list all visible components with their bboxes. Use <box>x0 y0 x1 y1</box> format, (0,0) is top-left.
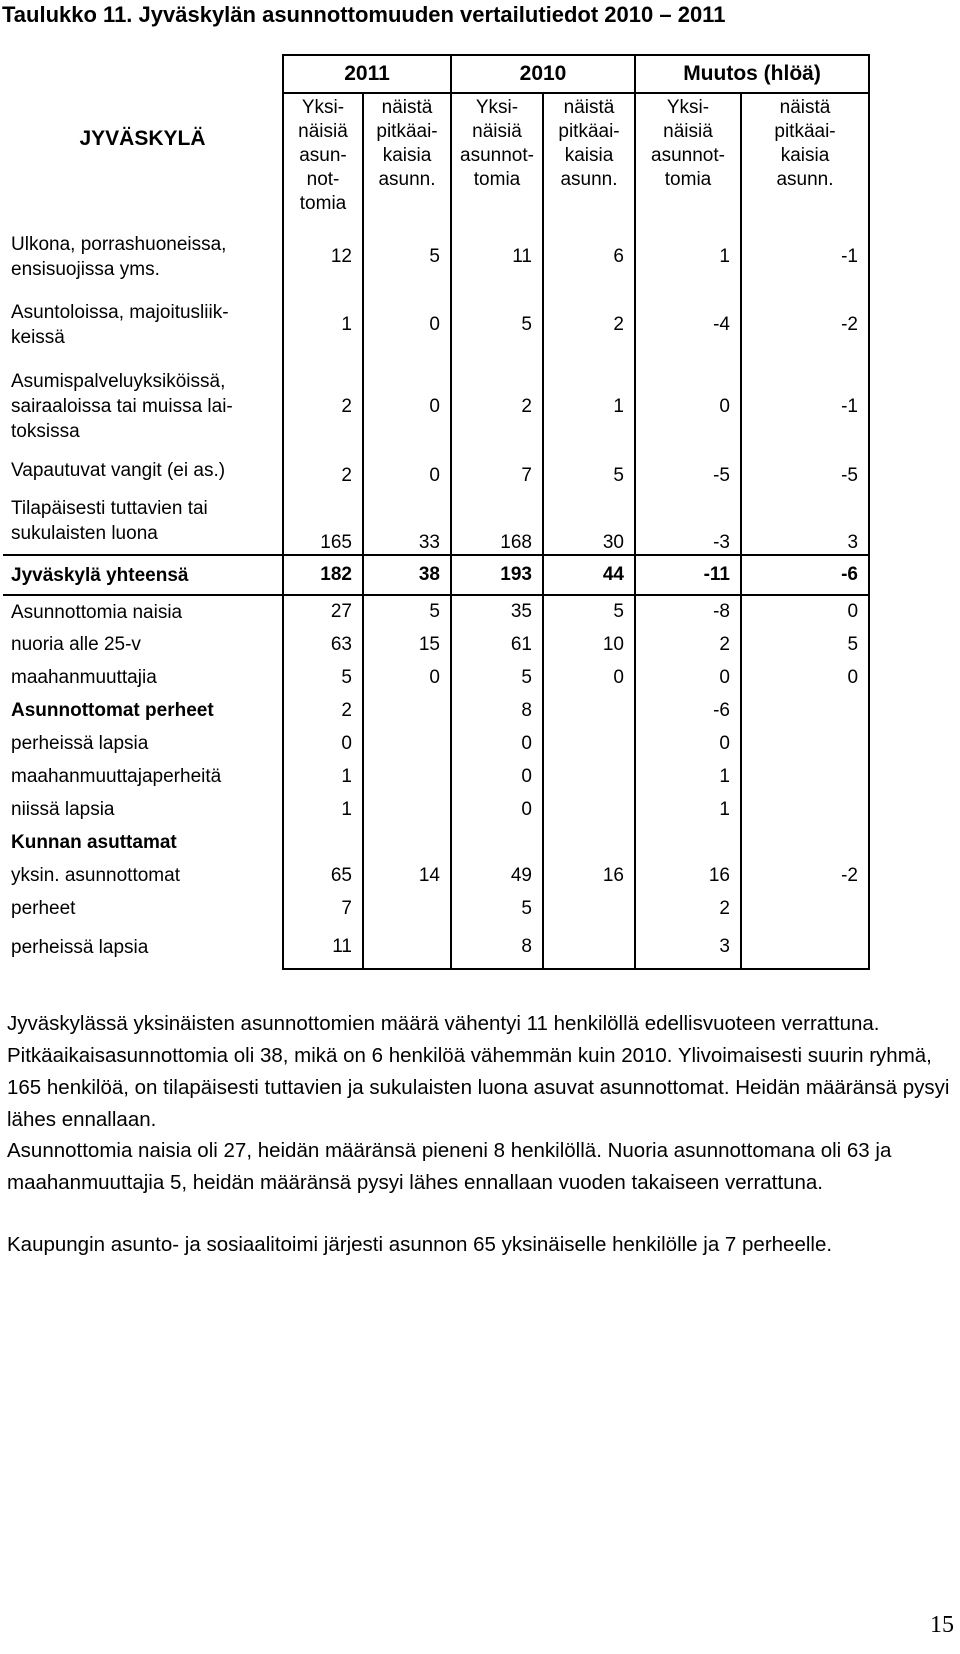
table-cell: 3 <box>635 925 741 969</box>
table-cell: 7 <box>451 454 543 487</box>
table-cell: 16 <box>543 859 635 892</box>
table-cell: 0 <box>283 727 363 760</box>
table-cell <box>363 892 451 925</box>
comparison-table <box>3 54 870 970</box>
table-row <box>3 454 869 487</box>
subheader-2011-longterm: näistä pitkäai- kaisia asunn. <box>363 93 451 223</box>
row-label: niissä lapsia <box>11 799 115 820</box>
table-cell <box>543 694 635 727</box>
table-cell <box>363 694 451 727</box>
table-cell <box>543 793 635 826</box>
paragraph-2: Asunnottomia naisia oli 27, heidän määränsä pieneni 8 henkilöllä. Nuoria asunnottomana oli 63 ja maahanmuuttajia 5, heidän määränsä pysyi lähes ennallaan vuoden takaiseen verrattuna. <box>7 1139 892 1194</box>
row-label: maahanmuuttajia <box>11 667 157 688</box>
table-cell: 5 <box>283 661 363 694</box>
table-cell <box>741 727 869 760</box>
table-cell <box>543 760 635 793</box>
table-cell: 5 <box>543 454 635 487</box>
table-cell <box>543 892 635 925</box>
table-cell <box>741 793 869 826</box>
table-cell: 0 <box>635 661 741 694</box>
table-row <box>3 487 869 555</box>
table-cell <box>283 826 363 859</box>
group-header-2010: 2010 <box>451 55 635 93</box>
row-label: Tilapäisesti tuttavien tai sukulaisten luona <box>11 497 208 544</box>
table-cell: 5 <box>363 595 451 628</box>
paragraph-1: Jyväskylässä yksinäisten asunnottomien määrä vähentyi 11 henkilöllä edellisvuoteen verrattuna. Pitkäaikaisasunnottomia oli 38, mikä on 6 henkilöä vähemmän kuin 2010. Ylivoimaisesti suurin ryhmä, 165 henkilöä, on tilapäisesti tuttavien ja sukulaisten luona asuvat asunnottomat. Heidän määränsä pysyi lähes ennallaan. <box>7 1012 950 1131</box>
table-cell: 63 <box>283 628 363 661</box>
table-cell: 2 <box>283 359 363 454</box>
table-cell: 0 <box>635 727 741 760</box>
row-label: Asumispalveluyksiköissä, sairaaloissa tai muissa lai- toksissa <box>11 371 233 442</box>
comparison-table-container <box>3 54 869 1004</box>
table-cell: 0 <box>451 793 543 826</box>
table-cell: 0 <box>741 661 869 694</box>
table-cell: 3 <box>741 487 869 555</box>
table-cell <box>363 826 451 859</box>
table-cell: -1 <box>741 223 869 291</box>
row-label: Vapautuvat vangit (ei as.) <box>11 460 226 481</box>
table-cell: 7 <box>283 892 363 925</box>
row-label: Asunnottomia naisia <box>11 601 183 623</box>
table-cell: 2 <box>635 892 741 925</box>
table-cell: 16 <box>635 859 741 892</box>
table-cell: 1 <box>543 359 635 454</box>
table-cell: 1 <box>283 291 363 359</box>
table-row <box>3 359 869 454</box>
table-cell: 12 <box>283 223 363 291</box>
table-cell: 1 <box>635 793 741 826</box>
row-label: perheet <box>11 898 76 919</box>
table-row <box>3 223 869 291</box>
table-cell: 2 <box>283 454 363 487</box>
table-cell: 61 <box>451 628 543 661</box>
table-cell: 44 <box>543 555 635 595</box>
row-label: yksin. asunnottomat <box>11 865 180 886</box>
table-row <box>3 859 869 892</box>
table-cell: 5 <box>451 291 543 359</box>
subheader-change-single: Yksi- näisiä asunnot- tomia <box>635 93 741 223</box>
table-cell: -2 <box>741 859 869 892</box>
paragraph-3: Kaupungin asunto- ja sosiaalitoimi järjesti asunnon 65 yksinäiselle henkilölle ja 7 perheelle. <box>7 1233 833 1256</box>
page-number: 15 <box>930 1612 954 1638</box>
table-cell: -3 <box>635 487 741 555</box>
table-row <box>3 793 869 826</box>
subheader-2010-longterm: näistä pitkäai- kaisia asunn. <box>543 93 635 223</box>
table-cell: 0 <box>363 454 451 487</box>
table-row <box>3 555 869 595</box>
subheader-2010-single: Yksi- näisiä asunnot- tomia <box>451 93 543 223</box>
header-row-groups <box>3 55 869 93</box>
table-cell: 6 <box>543 223 635 291</box>
table-cell: 0 <box>741 595 869 628</box>
table-cell <box>363 925 451 969</box>
row-label: perheissä lapsia <box>11 936 149 958</box>
table-row <box>3 291 869 359</box>
table-row <box>3 925 869 969</box>
table-cell: 193 <box>451 555 543 595</box>
row-label: maahanmuuttajaperheitä <box>11 766 222 787</box>
table-cell: -11 <box>635 555 741 595</box>
table-cell: -5 <box>741 454 869 487</box>
table-cell: 2 <box>543 291 635 359</box>
table-cell: 30 <box>543 487 635 555</box>
table-cell: -6 <box>635 694 741 727</box>
table-cell: 0 <box>451 727 543 760</box>
subheader-change-longterm: näistä pitkäai- kaisia asunn. <box>741 93 869 223</box>
table-cell: 0 <box>363 359 451 454</box>
table-cell: 14 <box>363 859 451 892</box>
table-cell <box>363 760 451 793</box>
table-cell: 11 <box>451 223 543 291</box>
table-cell: -1 <box>741 359 869 454</box>
table-cell: 49 <box>451 859 543 892</box>
table-cell: 5 <box>543 595 635 628</box>
table-cell <box>741 760 869 793</box>
table-cell: 1 <box>283 760 363 793</box>
table-cell <box>451 826 543 859</box>
table-cell: 5 <box>451 661 543 694</box>
table-cell: 5 <box>363 223 451 291</box>
table-cell <box>741 694 869 727</box>
table-cell: 33 <box>363 487 451 555</box>
table-cell: 8 <box>451 694 543 727</box>
table-cell <box>741 826 869 859</box>
table-cell: 0 <box>363 291 451 359</box>
table-cell <box>741 892 869 925</box>
table-row <box>3 628 869 661</box>
table-cell: 2 <box>451 359 543 454</box>
table-cell: -5 <box>635 454 741 487</box>
table-cell: 0 <box>543 661 635 694</box>
table-cell: 1 <box>635 760 741 793</box>
table-row <box>3 694 869 727</box>
table-corner-label: JYVÄSKYLÄ <box>79 127 206 150</box>
row-label: nuoria alle 25-v <box>11 634 141 655</box>
table-cell: 15 <box>363 628 451 661</box>
table-row <box>3 661 869 694</box>
row-label: Asunnottomat perheet <box>11 700 214 721</box>
table-cell: 10 <box>543 628 635 661</box>
table-cell: -8 <box>635 595 741 628</box>
table-cell <box>363 727 451 760</box>
table-cell: 168 <box>451 487 543 555</box>
table-cell <box>363 793 451 826</box>
table-cell: 165 <box>283 487 363 555</box>
table-cell <box>635 826 741 859</box>
table-cell <box>741 925 869 969</box>
table-cell: 0 <box>635 359 741 454</box>
table-cell: 38 <box>363 555 451 595</box>
table-cell: 8 <box>451 925 543 969</box>
table-cell <box>543 925 635 969</box>
table-cell: 1 <box>283 793 363 826</box>
table-cell: 11 <box>283 925 363 969</box>
table-cell: 0 <box>363 661 451 694</box>
row-label: Asuntoloissa, majoitusliik- keissä <box>11 302 229 348</box>
table-cell: 35 <box>451 595 543 628</box>
row-label: perheissä lapsia <box>11 733 149 754</box>
table-row <box>3 826 869 859</box>
table-cell: -4 <box>635 291 741 359</box>
table-row <box>3 727 869 760</box>
group-header-change: Muutos (hlöä) <box>635 55 869 93</box>
table-cell: 182 <box>283 555 363 595</box>
table-cell: 0 <box>451 760 543 793</box>
table-cell <box>543 727 635 760</box>
row-label: Jyväskylä yhteensä <box>3 555 283 595</box>
table-row <box>3 595 869 628</box>
table-caption: Taulukko 11. Jyväskylän asunnottomuuden vertailutiedot 2010 – 2011 <box>2 2 726 27</box>
table-cell: -2 <box>741 291 869 359</box>
table-cell: -6 <box>741 555 869 595</box>
table-cell: 1 <box>635 223 741 291</box>
row-label: Ulkona, porrashuoneissa, ensisuojissa yms. <box>11 234 227 280</box>
table-row <box>3 760 869 793</box>
table-cell <box>543 826 635 859</box>
table-row <box>3 892 869 925</box>
table-cell: 65 <box>283 859 363 892</box>
subheader-2011-single: Yksi- näisiä asun- not- tomia <box>283 93 363 223</box>
table-cell: 2 <box>283 694 363 727</box>
table-cell: 27 <box>283 595 363 628</box>
table-body <box>3 55 869 969</box>
table-cell: 5 <box>741 628 869 661</box>
table-cell: 2 <box>635 628 741 661</box>
table-cell: 5 <box>451 892 543 925</box>
row-label: Kunnan asuttamat <box>11 832 177 853</box>
group-header-2011: 2011 <box>283 55 451 93</box>
